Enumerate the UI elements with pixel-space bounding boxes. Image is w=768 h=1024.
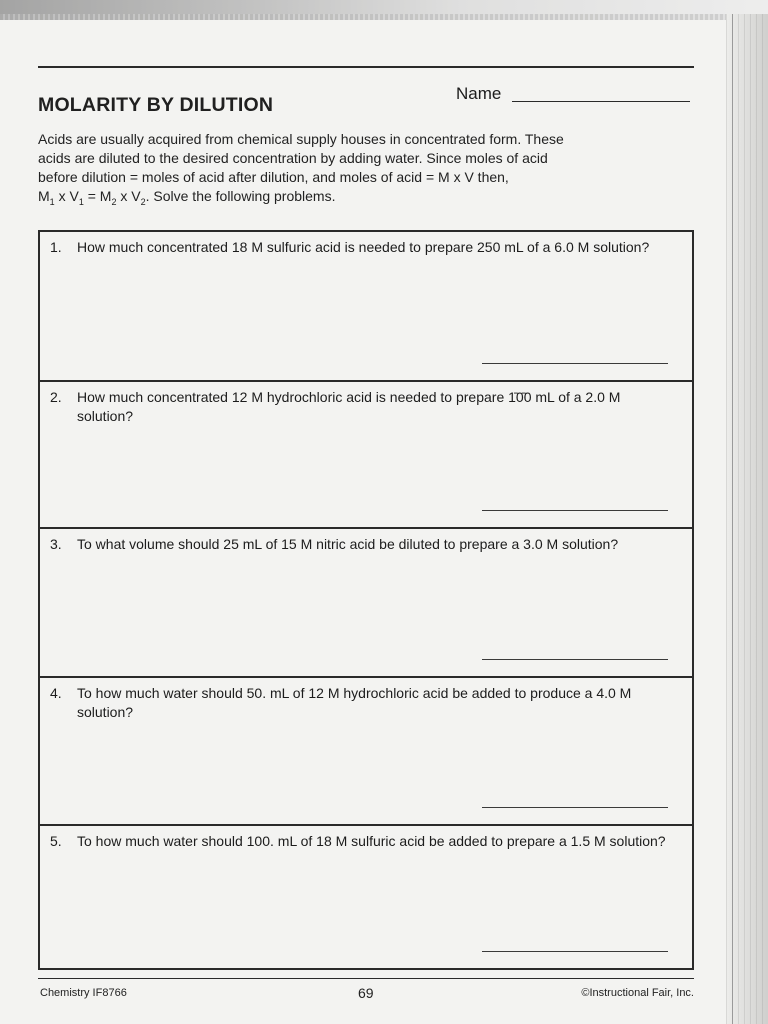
formula-m1: M: [38, 188, 50, 204]
dilution-formula: [38, 187, 678, 212]
formula-sub-1: 1: [49, 196, 55, 207]
formula-sub-4: 2: [140, 196, 146, 207]
question-number: 2.: [50, 388, 62, 405]
formula-x-v1: x V: [54, 188, 79, 204]
question-number: 4.: [50, 684, 62, 701]
question-text: To what volume should 25 mL of 15 M nitric acid be diluted to prepare a 3.0 M solution?: [77, 535, 619, 552]
question-text: How much concentrated 18 M sulfuric acid is needed to prepare 250 mL of a 6.0 M solution?: [77, 238, 650, 255]
page-title: MOLARITY BY DILUTION: [38, 94, 274, 116]
formula-sub-3: 2: [111, 196, 117, 207]
answer-line[interactable]: [482, 807, 668, 808]
question-number: 5.: [50, 832, 62, 849]
answer-line[interactable]: [482, 363, 668, 364]
question-text: To how much water should 50. mL of 12 M hydrochloric acid be added to produce a 4.0 M solution?: [77, 684, 632, 720]
question-text: To how much water should 100. mL of 18 M sulfuric acid be added to prepare a 1.5 M solution?: [77, 832, 666, 849]
page-number: 69: [358, 985, 374, 1001]
question-number: 1.: [50, 238, 62, 255]
formula-equals-m2: = M: [83, 188, 112, 204]
intro-line-3: before dilution = moles of acid after dilution, and moles of acid = M x V then,: [38, 169, 509, 185]
question-3: [40, 529, 692, 678]
scan-edge-right: [726, 14, 768, 1024]
intro-line-1: Acids are usually acquired from chemical supply houses in concentrated form. These: [38, 131, 564, 147]
question-1: [40, 232, 692, 382]
answer-line[interactable]: [482, 951, 668, 952]
question-5: [40, 826, 692, 968]
question-number: 3.: [50, 535, 62, 552]
name-field[interactable]: [512, 101, 690, 102]
question-2: [40, 382, 692, 529]
question-4: [40, 678, 692, 826]
worksheet-header: [38, 68, 694, 128]
formula-x-v2: x V: [116, 188, 141, 204]
intro-line-2: acids are diluted to the desired concentration by adding water. Since moles of acid: [38, 150, 548, 166]
worksheet-page: [38, 66, 694, 970]
answer-line[interactable]: [482, 510, 668, 511]
intro-paragraph: [38, 130, 678, 212]
formula-sub-2: 1: [78, 196, 84, 207]
footer-book-code: Chemistry IF8766: [40, 987, 127, 999]
question-text: How much concentrated 12 M hydrochloric acid is needed to prepare 1̄0̄0 mL of a 2.0 M solution?: [77, 388, 621, 424]
answer-line[interactable]: [482, 659, 668, 660]
scan-edge-top: [0, 0, 768, 20]
footer-rule: [38, 978, 694, 979]
formula-instruction: . Solve the following problems.: [145, 188, 336, 204]
questions-box: [38, 230, 694, 970]
name-label: Name: [456, 84, 502, 103]
footer-copyright: ©Instructional Fair, Inc.: [581, 987, 694, 999]
